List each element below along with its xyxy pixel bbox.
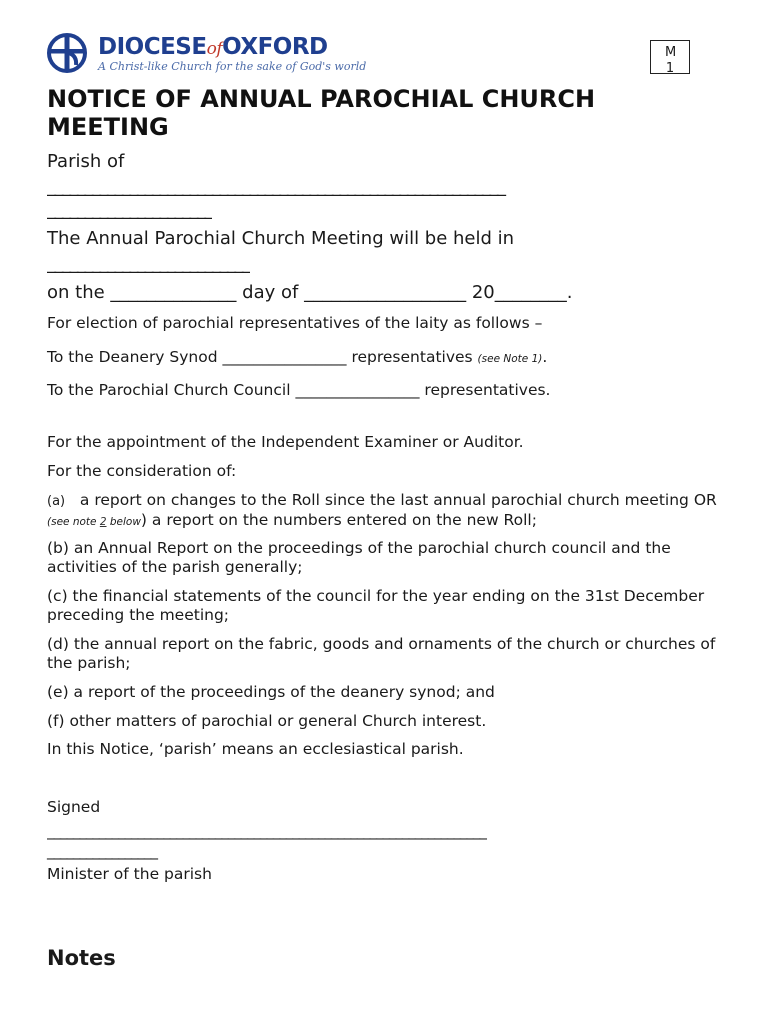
note-2-reference: (see note 2 below — [47, 516, 141, 528]
item-d: (d) the annual report on the fabric, goods and ornaments of the church or churches of the parish; — [47, 635, 716, 672]
parish-blank-line-continued[interactable]: ______________________ — [47, 199, 212, 220]
deanery-suffix: representatives — [351, 348, 473, 366]
appointment-text: For the appointment of the Independent Examiner or Auditor. — [47, 433, 524, 451]
signature-blank-line[interactable]: ____________________________________________________________________ — [47, 822, 486, 840]
pcc-label: To the Parochial Church Council — [47, 381, 291, 399]
parish-blank-line[interactable]: _____________________________________________________________ — [47, 176, 505, 197]
day-blank[interactable]: ______________ — [110, 282, 237, 303]
deanery-label: To the Deanery Synod — [47, 348, 218, 366]
note-2-link[interactable]: 2 — [99, 516, 107, 528]
pcc-row — [47, 381, 727, 400]
diocese-logo — [46, 32, 367, 76]
year-blank[interactable]: 20________. — [471, 282, 573, 303]
venue-blank-line[interactable]: ___________________________ — [47, 253, 250, 274]
date-line — [47, 282, 572, 303]
item-c: (c) the financial statements of the council for the year ending on the 31st December preceding the meeting; — [47, 587, 705, 624]
page-title: NOTICE OF ANNUAL PAROCHIAL CHURCH MEETING — [47, 85, 596, 141]
on-the-label: on the — [47, 282, 105, 303]
held-in-label: The Annual Parochial Church Meeting will be held in — [47, 228, 515, 249]
day-of-label: day of — [242, 282, 299, 303]
logo-title: DIOCESEofOXFORD — [98, 34, 328, 60]
form-code-box: M 1 — [650, 40, 690, 74]
minister-label: Minister of the parish — [47, 865, 212, 883]
parish-definition: In this Notice, ‘parish’ means an ecclesiastical parish. — [47, 740, 464, 758]
note-1-reference: (see Note 1) — [477, 353, 543, 365]
month-blank[interactable]: __________________ — [304, 282, 467, 303]
notes-heading: Notes — [47, 946, 116, 970]
parish-label: Parish of — [47, 151, 125, 172]
pcc-blank[interactable]: ________________ — [295, 381, 420, 399]
cross-circle-icon — [46, 32, 88, 74]
signature-blank-line-continued[interactable]: _________________ — [47, 842, 157, 860]
election-intro: For election of parochial representatives of the laity as follows – — [47, 314, 543, 332]
logo-tagline: A Christ-like Church for the sake of God's world — [98, 60, 367, 73]
item-a-marker: (a) — [47, 494, 66, 509]
signed-label: Signed — [47, 798, 101, 816]
deanery-blank[interactable]: ________________ — [222, 348, 347, 366]
item-a: (a) a report on changes to the Roll since the last annual parochial church meeting OR (see note 2 below) a report on the numbers entered on the new Roll; — [47, 491, 717, 529]
pcc-suffix: representatives. — [424, 381, 551, 399]
item-e: (e) a report of the proceedings of the deanery synod; and — [47, 683, 495, 701]
consideration-heading: For the consideration of: — [47, 462, 237, 480]
deanery-synod-row: To the Deanery Synod ________________ representatives (see Note 1). — [47, 348, 548, 366]
item-b: (b) an Annual Report on the proceedings of the parochial church council and the activities of the parish generally; — [47, 539, 671, 576]
item-f: (f) other matters of parochial or general Church interest. — [47, 712, 487, 730]
